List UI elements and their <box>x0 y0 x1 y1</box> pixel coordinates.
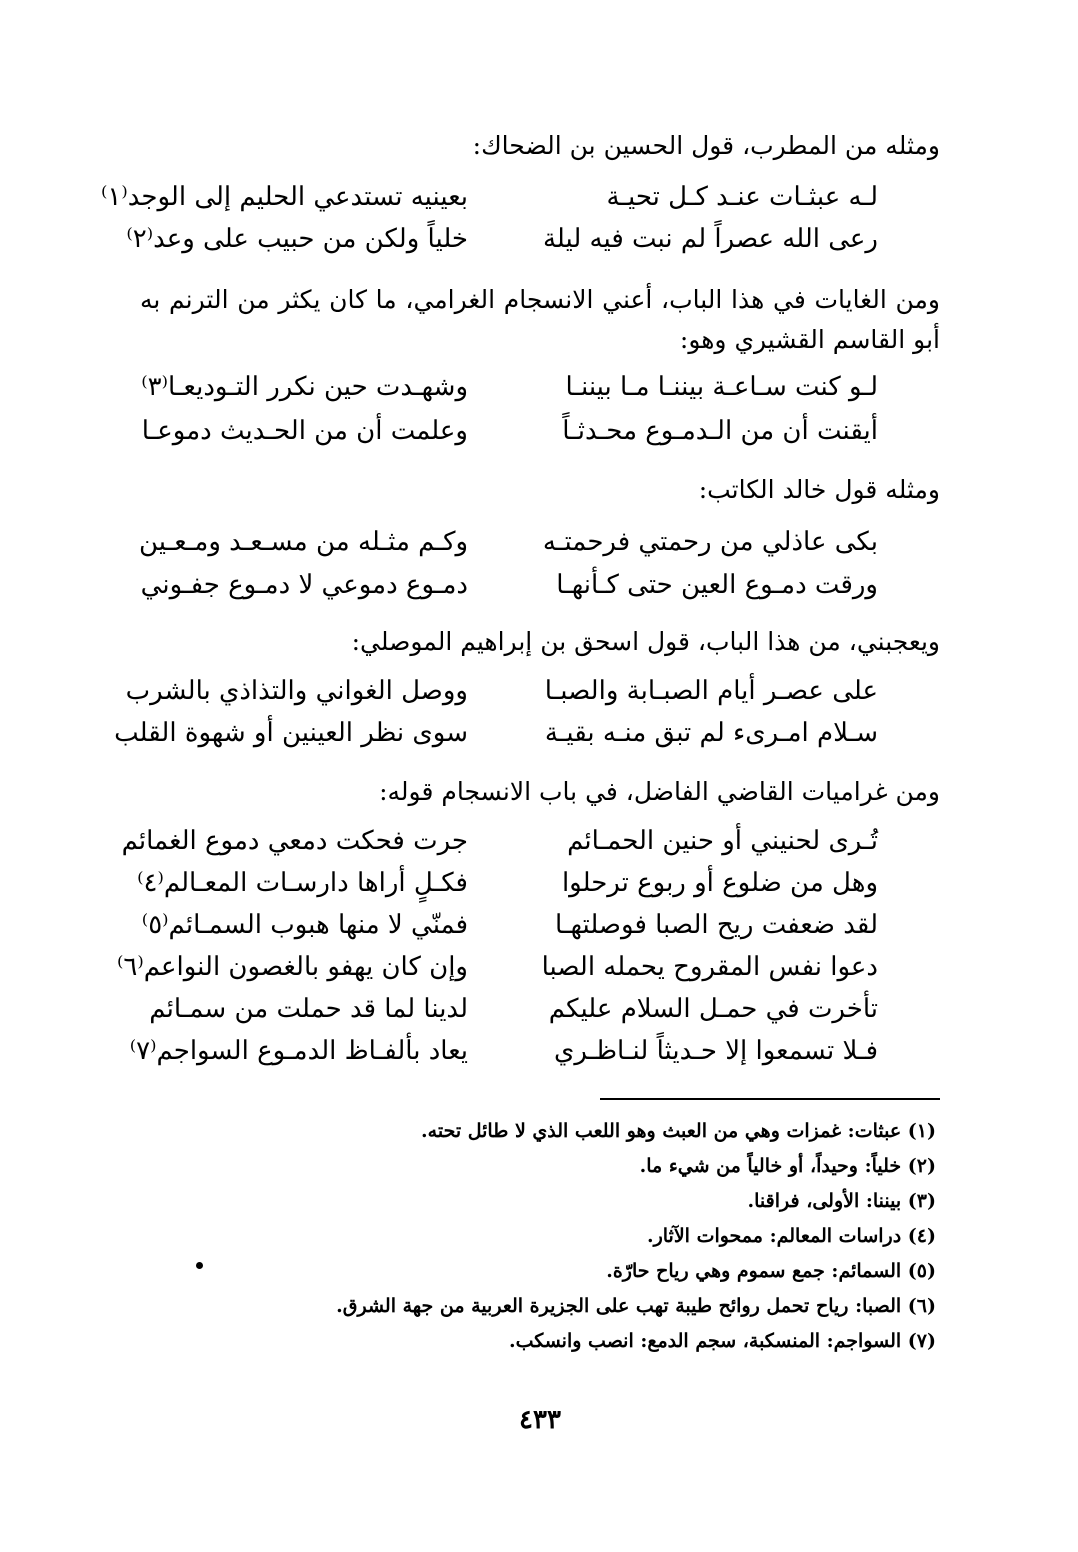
footnote: (٤) دراسات المعالم: ممحوات الآثار. <box>646 1225 936 1247</box>
verse-line <box>137 868 878 912</box>
footnote: (٢) خلياً: وحيداً، أو خالياً من شيء ما. <box>639 1155 936 1177</box>
verse-first-hemistich: لقد ضعفت ريح الصبا فوصلتهـا <box>554 910 878 940</box>
verse-line <box>116 952 878 996</box>
verse-line <box>141 910 878 954</box>
verse-second-hemistich: دمـوع دموعي لا دمـوع جفـوني <box>140 570 468 600</box>
verse-first-hemistich: وهل من ضلوع أو ربوع ترحلوا <box>561 868 878 898</box>
verse-second-hemistich: يعاد بألفـاظ الدمـوع السواجم⁽٧⁾ <box>129 1036 468 1066</box>
verse-second-hemistich: خلياً ولكن من حبيب على وعد⁽٢⁾ <box>126 224 468 254</box>
verse-line <box>129 1036 878 1080</box>
verse-second-hemistich: وشهـدت حين نكرر التـوديعـا⁽٣⁾ <box>141 372 468 402</box>
intro-paragraph-5: ومن غراميات القاضي الفاضل، في باب الانسجام قوله: <box>379 777 940 806</box>
verse-line <box>138 527 878 571</box>
verse-first-hemistich: تأخرت في حمـل السلام عليكم <box>548 994 878 1024</box>
verse-second-hemistich: جرت فحكت دمعي دموع الغمائم <box>121 826 468 856</box>
verse-line <box>149 994 878 1038</box>
verse-line <box>125 676 878 720</box>
footnote: (٣) بيننا: الأولى، فراقنا. <box>747 1190 936 1212</box>
verse-first-hemistich: لـو كنت سـاعـة بيننـا مـا بيننـا <box>565 372 878 402</box>
verse-first-hemistich: دعوا نفس المقروح يحمله الصبا <box>541 952 878 982</box>
intro-paragraph-4: ويعجبني، من هذا الباب، قول اسحق بن إبراهيم الموصلي: <box>351 627 940 656</box>
verse-first-hemistich: لـه عبثـات عنـد كـل تحيـة <box>606 182 878 212</box>
verse-line <box>141 372 878 416</box>
verse-line <box>101 182 878 226</box>
intro-paragraph-1: ومثله من المطرب، قول الحسين بن الضحاك: <box>472 131 940 160</box>
verse-second-hemistich: فمنّي لا منها هبوب السمـائم⁽٥⁾ <box>141 910 468 940</box>
verse-second-hemistich: وعلمت أن من الحـديث دموعـا <box>141 416 468 446</box>
verse-second-hemistich: ووصل الغواني والتذاذي بالشرب <box>125 676 468 706</box>
footnote: (٧) السواجم: المنسكبة، سجم الدمع: انصب وانسكب. <box>508 1330 936 1352</box>
verse-first-hemistich: تُـرى لحنيني أو حنين الحمـائم <box>567 826 878 856</box>
footnote: (١) عبثات: غمزات وهي من العبث وهو اللعب الذي لا طائل تحته. <box>421 1120 936 1142</box>
verse-second-hemistich: فكـلٍ أراها دارسـات المعـالم⁽٤⁾ <box>137 868 468 898</box>
verse-line <box>126 224 878 268</box>
verse-second-hemistich: وكـم مثـله من مسـعـد ومـعـين <box>138 527 468 557</box>
intro-paragraph-3: ومثله قول خالد الكاتب: <box>698 475 940 504</box>
verse-first-hemistich: أيقنت أن من الـدمـوع محـدثـاً <box>562 416 878 446</box>
verse-second-hemistich: لدينا لما قد حملت من سمـائم <box>149 994 468 1024</box>
print-speck <box>196 1262 203 1269</box>
verse-second-hemistich: بعينيه تستدعي الحليم إلى الوجد⁽١⁾ <box>101 182 468 212</box>
verse-first-hemistich: سـلام امـرىء لم تبق منـه بقيـة <box>544 718 878 748</box>
verse-line <box>140 570 878 614</box>
verse-line <box>141 416 878 460</box>
verse-line <box>114 718 878 762</box>
intro-paragraph-2: ومن الغايات في هذا الباب، أعني الانسجام الغرامي، ما كان يكثر من الترنم به أبو القاسم القشيري وهو: <box>140 285 940 354</box>
verse-first-hemistich: على عصـر أيام الصبـابة والصبـا <box>544 676 878 706</box>
verse-second-hemistich: وإن كان يهفو بالغصون النواعم⁽٦⁾ <box>116 952 468 982</box>
page-number: ٤٣٣ <box>519 1405 561 1435</box>
verse-first-hemistich: ورقت دمـوع العين حتى كـأنهـا <box>556 570 878 600</box>
footnote-separator <box>600 1098 940 1100</box>
verse-first-hemistich: فـلا تسمعوا إلا حـديثاً لنـاظـري <box>554 1036 878 1066</box>
verse-first-hemistich: بكى عاذلي من رحمتي فرحمتـه <box>542 527 878 557</box>
footnote: (٦) الصبا: رياح تحمل روائح طيبة تهب على الجزيرة العربية من جهة الشرق. <box>336 1295 936 1317</box>
verse-line <box>121 826 878 870</box>
verse-second-hemistich: سوى نظر العينين أو شهوة القلب <box>114 718 468 748</box>
verse-first-hemistich: رعى الله عصراً لم نبت فيه ليلة <box>542 224 878 254</box>
footnote: (٥) السمائم: جمع سموم وهي رياح حارّة. <box>606 1260 936 1282</box>
